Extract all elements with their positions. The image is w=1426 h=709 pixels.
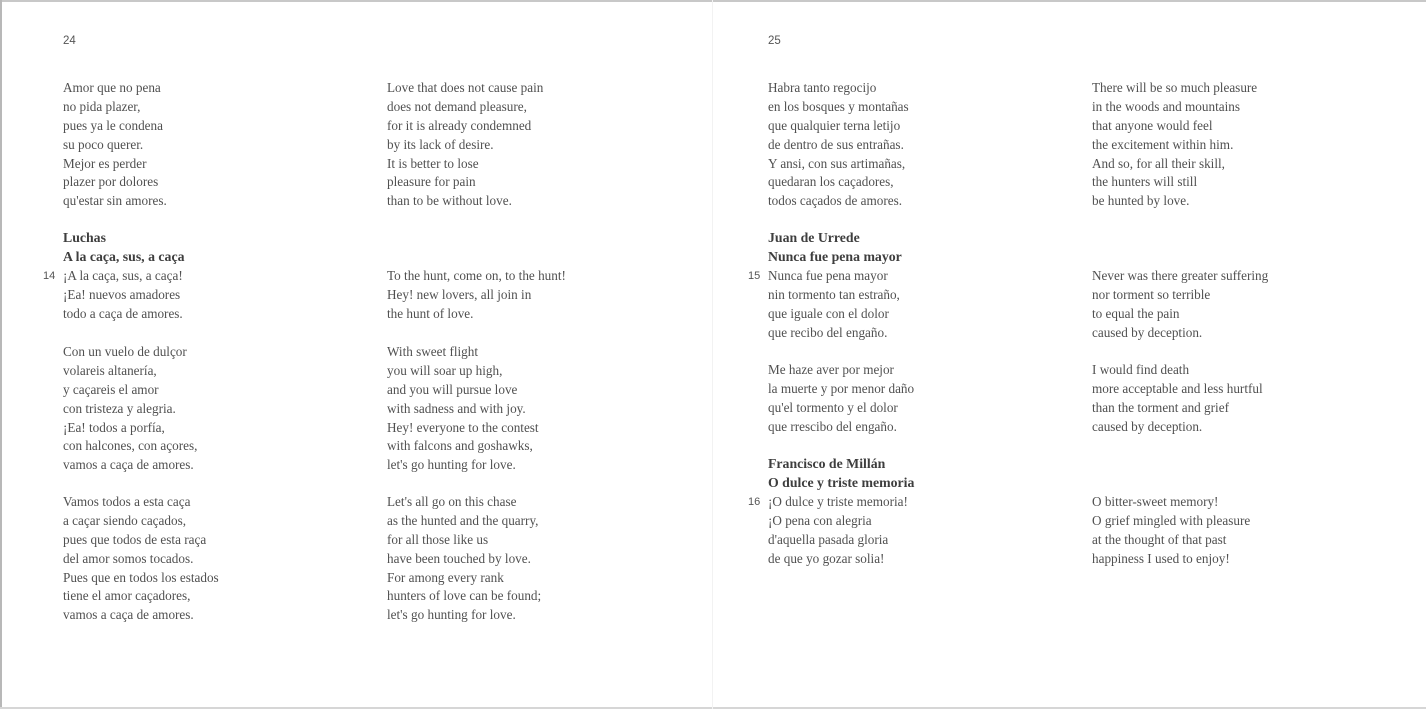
verse-line: que iguale con el dolor: [768, 305, 889, 321]
composer-name: Luchas: [63, 230, 106, 245]
verse-line: With sweet flight: [387, 344, 479, 359]
song14-stanza2-original: [63, 343, 363, 475]
verse-line: hunters of love can be found;: [387, 588, 542, 604]
verse-line: happiness I used to enjoy!: [1092, 550, 1230, 566]
verse-line: let's go hunting for love.: [387, 607, 516, 623]
verse-line: vamos a caça de amores.: [63, 457, 194, 473]
verse-line: the hunt of love.: [387, 305, 474, 321]
verse-line: the hunters will still: [1092, 174, 1198, 190]
page-gutter: [712, 0, 713, 709]
verse-line: have been touched by love.: [387, 550, 531, 566]
verse-line: Habra tanto regocijo: [768, 80, 877, 95]
poem1-original: [63, 79, 363, 211]
verse-line: nin tormento tan estraño,: [768, 286, 900, 302]
verse-line: For among every rank: [387, 569, 504, 585]
verse-line: Never was there greater suffering: [1092, 268, 1269, 283]
song14-header: [63, 229, 363, 267]
verse-line: There will be so much pleasure: [1092, 80, 1258, 95]
verse-line: con halcones, con açores,: [63, 438, 198, 454]
verse-line: nor torment so terrible: [1092, 286, 1211, 302]
song-title: A la caça, sus, a caça: [63, 248, 185, 264]
verse-line: Y ansi, con sus artimañas,: [768, 155, 906, 171]
verse-line: qu'el tormento y el dolor: [768, 399, 898, 415]
composer-name: Francisco de Millán: [768, 456, 886, 471]
verse-line: vamos a caça de amores.: [63, 607, 194, 623]
verse-line: ¡Ea! nuevos amadores: [63, 286, 181, 302]
verse-line: Vamos todos a esta caça: [63, 494, 191, 509]
verse-line: Love that does not cause pain: [387, 80, 544, 95]
verse-line: I would find death: [1092, 362, 1190, 377]
verse-line: for all those like us: [387, 531, 489, 547]
verse-line: de dentro de sus entrañas.: [768, 136, 904, 152]
track-number: 15: [748, 270, 761, 282]
verse-line: todo a caça de amores.: [63, 305, 183, 321]
song14-stanza3-original: [63, 493, 363, 625]
verse-line: And so, for all their skill,: [1092, 155, 1225, 171]
verse-line: Nunca fue pena mayor: [768, 268, 888, 283]
verse-line: does not demand pleasure,: [387, 98, 527, 114]
verse-line: Let's all go on this chase: [387, 494, 517, 509]
verse-line: todos caçados de amores.: [768, 193, 903, 209]
verse-line: qu'estar sin amores.: [63, 193, 167, 209]
verse-line: To the hunt, come on, to the hunt!: [387, 268, 566, 283]
verse-line: a caçar siendo caçados,: [63, 512, 187, 528]
verse-line: than the torment and grief: [1092, 399, 1229, 415]
verse-line: caused by deception.: [1092, 324, 1203, 340]
verse-line: d'aquella pasada gloria: [768, 531, 889, 547]
song15-stanza2-original: [768, 361, 1068, 437]
verse-line: tiene el amor caçadores,: [63, 588, 191, 604]
verse-line: del amor somos tocados.: [63, 550, 194, 566]
verse-line: for it is already condemned: [387, 117, 532, 133]
verse-line: la muerte y por menor daño: [768, 380, 915, 396]
verse-line: and you will pursue love: [387, 381, 518, 397]
song16-stanza1-original: [748, 493, 1068, 569]
song16-header: [768, 455, 1068, 493]
song14-stanza1-translation: [387, 267, 687, 324]
verse-line: y caçareis el amor: [63, 381, 159, 397]
song16-stanza1-translation: [1092, 493, 1392, 569]
page-number-left: 24: [63, 35, 76, 47]
verse-line: no pida plazer,: [63, 98, 141, 114]
verse-line: more acceptable and less hurtful: [1092, 380, 1263, 396]
verse-line: O grief mingled with pleasure: [1092, 512, 1251, 528]
verse-line: in the woods and mountains: [1092, 98, 1240, 114]
verse-line: su poco querer.: [63, 136, 144, 152]
song-title: Nunca fue pena mayor: [768, 248, 902, 264]
poem1-translation: [387, 79, 687, 211]
composer-name: Juan de Urrede: [768, 230, 860, 245]
stanza-top-original: [768, 79, 1068, 211]
verse-line: volareis altanería,: [63, 362, 157, 378]
verse-line: Hey! new lovers, all join in: [387, 286, 532, 302]
page-edge-top: [0, 0, 1426, 2]
verse-line: that anyone would feel: [1092, 117, 1213, 133]
song15-stanza1-translation: [1092, 267, 1392, 343]
verse-line: que rrescibo del engaño.: [768, 418, 897, 434]
stanza-top-translation: [1092, 79, 1392, 211]
verse-line: let's go hunting for love.: [387, 457, 516, 473]
verse-line: de que yo gozar solia!: [768, 550, 885, 566]
song15-stanza1-original: [748, 267, 1068, 343]
verse-line: que qualquier terna letijo: [768, 117, 901, 133]
track-number: 16: [748, 496, 761, 508]
verse-line: en los bosques y montañas: [768, 98, 909, 114]
verse-line: ¡A la caça, sus, a caça!: [63, 268, 183, 283]
verse-line: Amor que no pena: [63, 80, 161, 95]
verse-line: caused by deception.: [1092, 418, 1203, 434]
song-title: O dulce y triste memoria: [768, 474, 915, 490]
verse-line: Pues que en todos los estados: [63, 569, 219, 585]
song14-stanza3-translation: [387, 493, 687, 625]
verse-line: que recibo del engaño.: [768, 324, 888, 340]
verse-line: with sadness and with joy.: [387, 400, 526, 416]
track-number: 14: [43, 270, 56, 282]
verse-line: Con un vuelo de dulçor: [63, 344, 187, 359]
verse-line: Me haze aver por mejor: [768, 362, 894, 377]
song15-stanza2-translation: [1092, 361, 1392, 437]
verse-line: the excitement within him.: [1092, 136, 1234, 152]
verse-line: as the hunted and the quarry,: [387, 512, 539, 528]
verse-line: ¡O pena con alegria: [768, 512, 872, 528]
song14-stanza1-original: [43, 267, 363, 324]
verse-line: It is better to lose: [387, 155, 479, 171]
verse-line: pues ya le condena: [63, 117, 163, 133]
verse-line: to equal the pain: [1092, 305, 1180, 321]
verse-line: ¡O dulce y triste memoria!: [768, 494, 908, 509]
verse-line: be hunted by love.: [1092, 193, 1190, 209]
page-number-right: 25: [768, 35, 781, 47]
song15-header: [768, 229, 1068, 267]
verse-line: plazer por dolores: [63, 174, 159, 190]
verse-line: with falcons and goshawks,: [387, 438, 533, 454]
page-edge-left: [0, 0, 2, 709]
verse-line: you will soar up high,: [387, 362, 503, 378]
verse-line: quedaran los caçadores,: [768, 174, 894, 190]
verse-line: at the thought of that past: [1092, 531, 1227, 547]
verse-line: Hey! everyone to the contest: [387, 419, 539, 435]
song14-stanza2-translation: [387, 343, 687, 475]
verse-line: pues que todos de esta raça: [63, 531, 207, 547]
verse-line: ¡Ea! todos a porfía,: [63, 419, 165, 435]
verse-line: by its lack of desire.: [387, 136, 494, 152]
verse-line: pleasure for pain: [387, 174, 476, 190]
verse-line: O bitter-sweet memory!: [1092, 494, 1219, 509]
verse-line: con tristeza y alegria.: [63, 400, 176, 416]
verse-line: than to be without love.: [387, 193, 512, 209]
verse-line: Mejor es perder: [63, 155, 147, 171]
